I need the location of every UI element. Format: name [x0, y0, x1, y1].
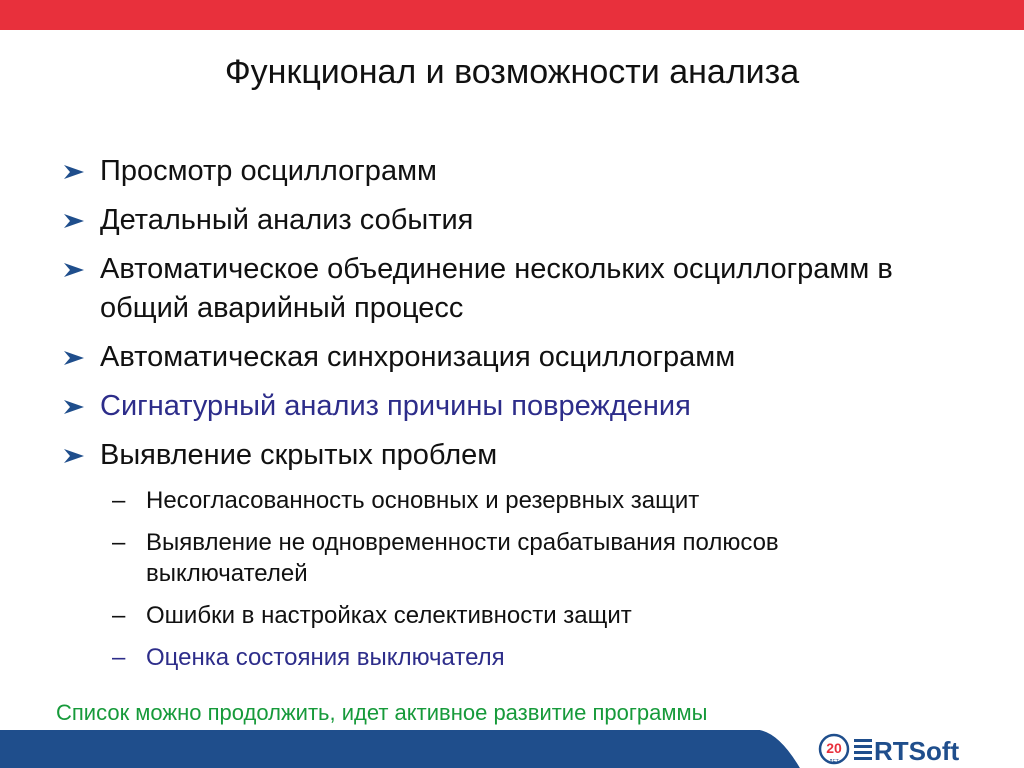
bullet-text: Автоматическое объединение нескольких осциллограмм в общий аварийный процесс: [100, 253, 893, 324]
bullet-text: Детальный анализ события: [100, 204, 474, 236]
chevron-right-icon: [62, 261, 86, 279]
sub-bullet-item: [112, 527, 912, 589]
bullet-text: Сигнатурный анализ причины повреждения: [100, 390, 691, 422]
bullet-list: [60, 152, 980, 485]
bullet-text: Просмотр осциллограмм: [100, 155, 437, 187]
bullet-item: [60, 152, 980, 191]
chevron-right-icon: [62, 212, 86, 230]
top-decor-band: [0, 0, 1024, 30]
sub-bullet-list: [112, 485, 912, 684]
chevron-right-icon: [62, 163, 86, 181]
bullet-item: [60, 436, 980, 475]
logo-anniversary-word: ЛЕТ: [829, 759, 839, 765]
logo-anniversary-number: 20: [826, 740, 842, 756]
bullet-item-highlighted: [60, 387, 980, 426]
logo-stripes-icon: [854, 739, 872, 760]
chevron-right-icon: [62, 349, 86, 367]
sub-bullet-text: Выявление не одновременности срабатывания полюсов выключателей: [146, 529, 779, 587]
chevron-right-icon: [62, 447, 86, 465]
bullet-text: Автоматическая синхронизация осциллограмм: [100, 341, 736, 373]
footer-note: Список можно продолжить, идет активное развитие программы: [56, 700, 708, 725]
bullet-item: [60, 201, 980, 240]
sub-bullet-item-highlighted: [112, 642, 912, 673]
bullet-text: Выявление скрытых проблем: [100, 439, 498, 471]
sub-bullet-text: Оценка состояния выключателя: [146, 644, 505, 671]
dash-marker: –: [112, 487, 126, 514]
logo-brand-name: RTSoft: [874, 736, 960, 766]
sub-bullet-text: Несогласованность основных и резервных защит: [146, 487, 700, 514]
sub-bullet-item: [112, 485, 912, 516]
dash-marker: –: [112, 602, 126, 629]
bullet-item: [60, 338, 980, 377]
sub-bullet-text: Ошибки в настройках селективности защит: [146, 602, 632, 629]
slide-title: Функционал и возможности анализа: [224, 53, 800, 91]
bullet-item: [60, 250, 980, 328]
dash-marker: –: [112, 529, 126, 556]
rtsoft-logo-icon: [814, 732, 994, 766]
chevron-right-icon: [62, 398, 86, 416]
sub-bullet-item: [112, 600, 912, 631]
dash-marker: –: [112, 644, 126, 671]
